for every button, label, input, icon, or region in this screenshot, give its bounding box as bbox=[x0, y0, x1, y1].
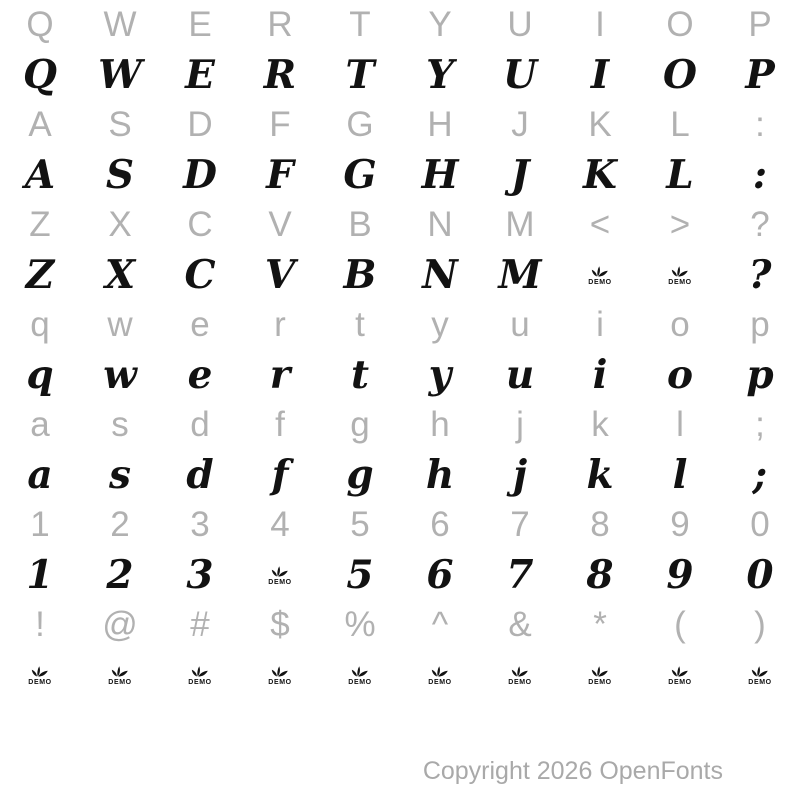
glyph-cell: B bbox=[343, 252, 377, 298]
glyph-cell: 8 bbox=[586, 552, 614, 598]
glyph-cell: @ bbox=[102, 605, 138, 644]
glyph-cell: P bbox=[745, 52, 775, 98]
glyph-cell: 0 bbox=[746, 552, 774, 598]
fleuron-ornament-icon bbox=[590, 664, 610, 678]
glyph-cell: S bbox=[108, 105, 132, 144]
glyph-cell: I bbox=[590, 52, 610, 98]
glyph-cell: G bbox=[343, 152, 377, 198]
glyph-cell: h bbox=[425, 452, 455, 498]
glyph-row-reference bbox=[0, 400, 800, 450]
glyph-cell: * bbox=[593, 605, 607, 644]
glyph-cell: t bbox=[350, 352, 369, 398]
fleuron-ornament-icon bbox=[270, 564, 290, 578]
glyph-cell: p bbox=[750, 305, 770, 344]
demo-glyph-label: DEMO bbox=[508, 679, 532, 686]
glyph-cell: Z bbox=[25, 252, 55, 298]
glyph-row-specimen bbox=[0, 650, 800, 700]
glyph-cell: L bbox=[670, 105, 690, 144]
glyph-cell: < bbox=[589, 205, 611, 244]
glyph-cell: e bbox=[187, 352, 213, 398]
glyph-cell: 6 bbox=[426, 552, 454, 598]
glyph-cell: N bbox=[422, 252, 458, 298]
glyph-row-specimen bbox=[0, 550, 800, 600]
glyph-cell: w bbox=[103, 352, 137, 398]
glyph-row-specimen bbox=[0, 150, 800, 200]
glyph-cell: u bbox=[510, 305, 530, 344]
glyph-cell: 3 bbox=[190, 505, 210, 544]
fleuron-ornament-icon bbox=[430, 664, 450, 678]
glyph-cell: O bbox=[663, 52, 697, 98]
demo-glyph bbox=[0, 650, 80, 700]
glyph-cell: 0 bbox=[750, 505, 770, 544]
demo-glyph-label: DEMO bbox=[268, 579, 292, 586]
glyph-cell: W bbox=[103, 5, 137, 44]
glyph-cell: 1 bbox=[30, 505, 50, 544]
glyph-row-reference bbox=[0, 100, 800, 150]
glyph-cell: H bbox=[427, 105, 453, 144]
demo-glyph bbox=[720, 650, 800, 700]
fleuron-ornament-icon bbox=[270, 664, 290, 678]
glyph-cell: i bbox=[596, 305, 604, 344]
glyph-cell: Y bbox=[426, 52, 454, 98]
glyph-cell: u bbox=[505, 352, 535, 398]
glyph-cell: ; bbox=[755, 405, 765, 444]
glyph-cell: Y bbox=[428, 5, 452, 44]
glyph-cell: C bbox=[184, 252, 216, 298]
glyph-row-specimen bbox=[0, 250, 800, 300]
glyph-cell: 2 bbox=[106, 552, 134, 598]
glyph-cell: J bbox=[510, 152, 530, 198]
glyph-cell: p bbox=[746, 352, 774, 398]
glyph-cell: ! bbox=[35, 605, 45, 644]
glyph-cell: 5 bbox=[346, 552, 374, 598]
glyph-cell: r bbox=[269, 352, 291, 398]
glyph-cell: # bbox=[190, 605, 210, 644]
glyph-cell: D bbox=[187, 105, 213, 144]
glyph-cell: R bbox=[267, 5, 293, 44]
glyph-cell: f bbox=[275, 405, 285, 444]
glyph-cell: U bbox=[507, 5, 533, 44]
glyph-cell: D bbox=[183, 152, 217, 198]
glyph-cell: $ bbox=[270, 605, 290, 644]
glyph-cell: a bbox=[30, 405, 50, 444]
demo-glyph bbox=[80, 650, 160, 700]
glyph-cell: M bbox=[498, 252, 542, 298]
glyph-cell: 7 bbox=[506, 552, 534, 598]
fleuron-ornament-icon bbox=[190, 664, 210, 678]
demo-glyph bbox=[320, 650, 400, 700]
glyph-cell: h bbox=[430, 405, 450, 444]
glyph-cell: A bbox=[24, 152, 56, 198]
glyph-cell: q bbox=[30, 305, 50, 344]
glyph-cell: 4 bbox=[270, 505, 290, 544]
demo-glyph bbox=[640, 250, 720, 300]
glyph-cell: Q bbox=[26, 5, 54, 44]
glyph-cell: o bbox=[670, 305, 690, 344]
demo-glyph bbox=[160, 650, 240, 700]
glyph-cell: j bbox=[516, 405, 524, 444]
glyph-cell: i bbox=[592, 352, 608, 398]
glyph-row-specimen bbox=[0, 50, 800, 100]
glyph-cell: Q bbox=[23, 52, 57, 98]
glyph-row-reference bbox=[0, 500, 800, 550]
demo-glyph bbox=[560, 650, 640, 700]
demo-glyph bbox=[400, 650, 480, 700]
demo-glyph-label: DEMO bbox=[588, 279, 612, 286]
glyph-cell: : bbox=[755, 105, 765, 144]
glyph-cell: L bbox=[666, 152, 694, 198]
glyph-row-specimen bbox=[0, 350, 800, 400]
glyph-cell: s bbox=[109, 452, 131, 498]
copyright-text: Copyright 2026 OpenFonts bbox=[422, 757, 723, 785]
glyph-cell: 1 bbox=[26, 552, 54, 598]
demo-glyph-label: DEMO bbox=[588, 679, 612, 686]
demo-glyph-label: DEMO bbox=[268, 679, 292, 686]
glyph-cell: k bbox=[586, 452, 614, 498]
demo-glyph-label: DEMO bbox=[348, 679, 372, 686]
glyph-cell: 8 bbox=[590, 505, 610, 544]
glyph-cell: F bbox=[266, 152, 294, 198]
glyph-cell: ; bbox=[752, 452, 768, 498]
demo-glyph bbox=[560, 250, 640, 300]
fleuron-ornament-icon bbox=[590, 264, 610, 278]
glyph-cell: 3 bbox=[186, 552, 214, 598]
glyph-cell: > bbox=[669, 205, 691, 244]
glyph-row-reference bbox=[0, 300, 800, 350]
glyph-cell: t bbox=[355, 305, 365, 344]
glyph-cell: w bbox=[107, 305, 133, 344]
glyph-cell: V bbox=[264, 252, 296, 298]
glyph-cell: l bbox=[676, 405, 684, 444]
demo-glyph-label: DEMO bbox=[668, 679, 692, 686]
glyph-cell: & bbox=[508, 605, 532, 644]
glyph-cell: o bbox=[666, 352, 693, 398]
glyph-cell: H bbox=[421, 152, 459, 198]
glyph-cell: 5 bbox=[350, 505, 370, 544]
demo-glyph bbox=[480, 650, 560, 700]
glyph-cell: r bbox=[274, 305, 286, 344]
fleuron-ornament-icon bbox=[750, 664, 770, 678]
glyph-row-reference bbox=[0, 0, 800, 50]
fleuron-ornament-icon bbox=[670, 664, 690, 678]
fleuron-ornament-icon bbox=[350, 664, 370, 678]
glyph-cell: g bbox=[346, 452, 374, 498]
glyph-row-reference bbox=[0, 600, 800, 650]
glyph-cell: Z bbox=[29, 205, 51, 244]
glyph-cell: T bbox=[349, 5, 371, 44]
glyph-row-specimen bbox=[0, 450, 800, 500]
glyph-cell: E bbox=[185, 52, 215, 98]
glyph-cell: q bbox=[26, 352, 54, 398]
glyph-cell: K bbox=[583, 152, 617, 198]
demo-glyph-label: DEMO bbox=[188, 679, 212, 686]
glyph-cell: 6 bbox=[430, 505, 450, 544]
glyph-cell: E bbox=[188, 5, 212, 44]
glyph-cell: d bbox=[186, 452, 214, 498]
glyph-cell: s bbox=[111, 405, 129, 444]
glyph-cell: j bbox=[512, 452, 528, 498]
glyph-cell: a bbox=[27, 452, 53, 498]
glyph-cell: 9 bbox=[670, 505, 690, 544]
glyph-cell: M bbox=[505, 205, 535, 244]
glyph-cell: O bbox=[666, 5, 694, 44]
glyph-cell: y bbox=[431, 305, 449, 344]
glyph-cell: R bbox=[263, 52, 297, 98]
glyph-cell: d bbox=[190, 405, 210, 444]
glyph-cell: T bbox=[345, 52, 375, 98]
glyph-cell: I bbox=[595, 5, 605, 44]
glyph-cell: W bbox=[98, 52, 142, 98]
glyph-cell: U bbox=[502, 52, 537, 98]
fleuron-ornament-icon bbox=[110, 664, 130, 678]
glyph-cell: ) bbox=[754, 605, 766, 644]
glyph-cell: X bbox=[108, 205, 132, 244]
glyph-cell: G bbox=[346, 105, 374, 144]
glyph-cell: A bbox=[28, 105, 52, 144]
demo-glyph bbox=[640, 650, 720, 700]
demo-glyph bbox=[240, 550, 320, 600]
glyph-cell: B bbox=[348, 205, 372, 244]
glyph-cell: % bbox=[344, 605, 376, 644]
demo-glyph-label: DEMO bbox=[108, 679, 132, 686]
fleuron-ornament-icon bbox=[510, 664, 530, 678]
demo-glyph-label: DEMO bbox=[28, 679, 52, 686]
glyph-cell: : bbox=[752, 152, 768, 198]
glyph-cell: ? bbox=[748, 252, 772, 298]
glyph-cell: g bbox=[350, 405, 370, 444]
glyph-cell: X bbox=[104, 252, 136, 298]
glyph-cell: 7 bbox=[510, 505, 530, 544]
glyph-cell: y bbox=[428, 352, 452, 398]
glyph-cell: ? bbox=[750, 205, 770, 244]
glyph-cell: l bbox=[672, 452, 688, 498]
glyph-cell: 9 bbox=[666, 552, 694, 598]
glyph-cell: e bbox=[190, 305, 210, 344]
glyph-cell: V bbox=[268, 205, 292, 244]
glyph-cell: ^ bbox=[431, 605, 449, 644]
glyph-cell: S bbox=[105, 152, 135, 198]
demo-glyph-label: DEMO bbox=[668, 279, 692, 286]
fleuron-ornament-icon bbox=[30, 664, 50, 678]
glyph-cell: k bbox=[591, 405, 609, 444]
demo-glyph bbox=[240, 650, 320, 700]
glyph-cell: C bbox=[187, 205, 213, 244]
glyph-cell: f bbox=[271, 452, 289, 498]
glyph-cell: J bbox=[511, 105, 529, 144]
glyph-row-reference bbox=[0, 200, 800, 250]
glyph-cell: 2 bbox=[110, 505, 130, 544]
glyph-cell: ( bbox=[674, 605, 686, 644]
glyph-cell: N bbox=[427, 205, 453, 244]
demo-glyph-label: DEMO bbox=[428, 679, 452, 686]
glyph-cell: K bbox=[588, 105, 612, 144]
glyph-cell: F bbox=[269, 105, 291, 144]
demo-glyph-label: DEMO bbox=[748, 679, 772, 686]
fleuron-ornament-icon bbox=[670, 264, 690, 278]
glyph-cell: P bbox=[748, 5, 772, 44]
